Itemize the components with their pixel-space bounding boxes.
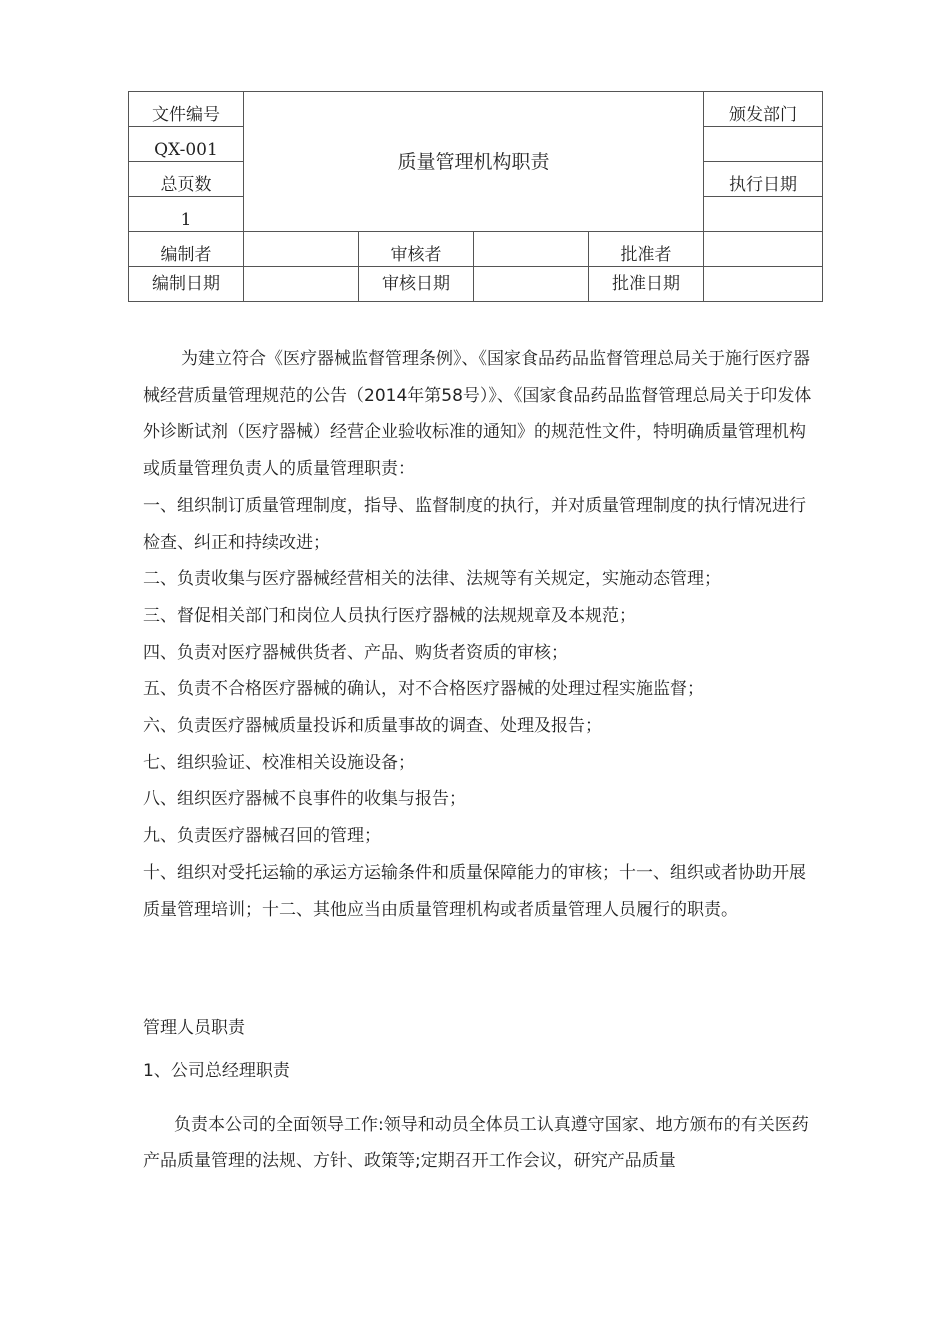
duty-item-10: 十、组织对受托运输的承运方运输条件和质量保障能力的审核；十一、组织或者协助开展质量管理培训；十二、其他应当由质量管理机构或者质量管理人员履行的职责。 [143, 862, 806, 920]
issuing-department-label: 颁发部门 [704, 92, 823, 127]
issuing-department-value [704, 127, 823, 162]
approve-date-value [704, 267, 823, 302]
review-date-label: 审核日期 [359, 267, 474, 302]
reviewer-value [474, 232, 589, 267]
intro-paragraph: 为建立符合《医疗器械监督管理条例》、《国家食品药品监督管理总局关于施行医疗器械经营质量管理规范的公告（2014年第58号）》、《国家食品药品监督管理总局关于印发体外诊断试剂（医疗器械）经营企业验收标准的通知》的规范性文件，特明确质量管理机构或质量管理负责人的质量管理职责： [143, 349, 812, 480]
section-heading: 管理人员职责 [143, 1018, 245, 1038]
file-number-value: QX-001 [129, 127, 244, 162]
duty-item-7: 七、组织验证、校准相关设施设备； [143, 752, 415, 773]
approve-date-label: 批准日期 [589, 267, 704, 302]
approver-value [704, 232, 823, 267]
reviewer-label: 审核者 [359, 232, 474, 267]
compiler-label: 编制者 [129, 232, 244, 267]
total-pages-label: 总页数 [129, 162, 244, 197]
duty-item-5: 五、负责不合格医疗器械的确认，对不合格医疗器械的处理过程实施监督； [143, 679, 704, 700]
document-header-table [128, 91, 823, 302]
compile-date-value [244, 267, 359, 302]
document-body [143, 341, 818, 928]
duty-item-3: 三、督促相关部门和岗位人员执行医疗器械的法规规章及本规范； [143, 605, 636, 626]
compiler-value [244, 232, 359, 267]
duty-item-8: 八、组织医疗器械不良事件的收集与报告； [143, 789, 466, 810]
total-pages-value: 1 [129, 197, 244, 232]
approver-label: 批准者 [589, 232, 704, 267]
review-date-value [474, 267, 589, 302]
duty-item-6: 六、负责医疗器械质量投诉和质量事故的调查、处理及报告； [143, 716, 602, 737]
duty-item-2: 二、负责收集与医疗器械经营相关的法律、法规等有关规定，实施动态管理； [143, 569, 721, 590]
duty-item-9: 九、负责医疗器械召回的管理； [143, 826, 381, 847]
general-manager-duty-paragraph: 负责本公司的全面领导工作:领导和动员全体员工认真遵守国家、地方颁布的有关医药产品质量管理的法规、方针、政策等;定期召开工作会议，研究产品质量 [143, 1115, 809, 1171]
file-number-label: 文件编号 [129, 92, 244, 127]
execution-date-label: 执行日期 [704, 162, 823, 197]
section-subheading: 1、公司总经理职责 [143, 1061, 290, 1081]
duty-item-4: 四、负责对医疗器械供货者、产品、购货者资质的审核； [143, 642, 568, 663]
compile-date-label: 编制日期 [129, 267, 244, 302]
duty-item-1: 一、组织制订质量管理制度，指导、监督制度的执行，并对质量管理制度的执行情况进行检查、纠正和持续改进； [143, 495, 806, 553]
document-title: 质量管理机构职责 [244, 92, 704, 232]
execution-date-value [704, 197, 823, 232]
